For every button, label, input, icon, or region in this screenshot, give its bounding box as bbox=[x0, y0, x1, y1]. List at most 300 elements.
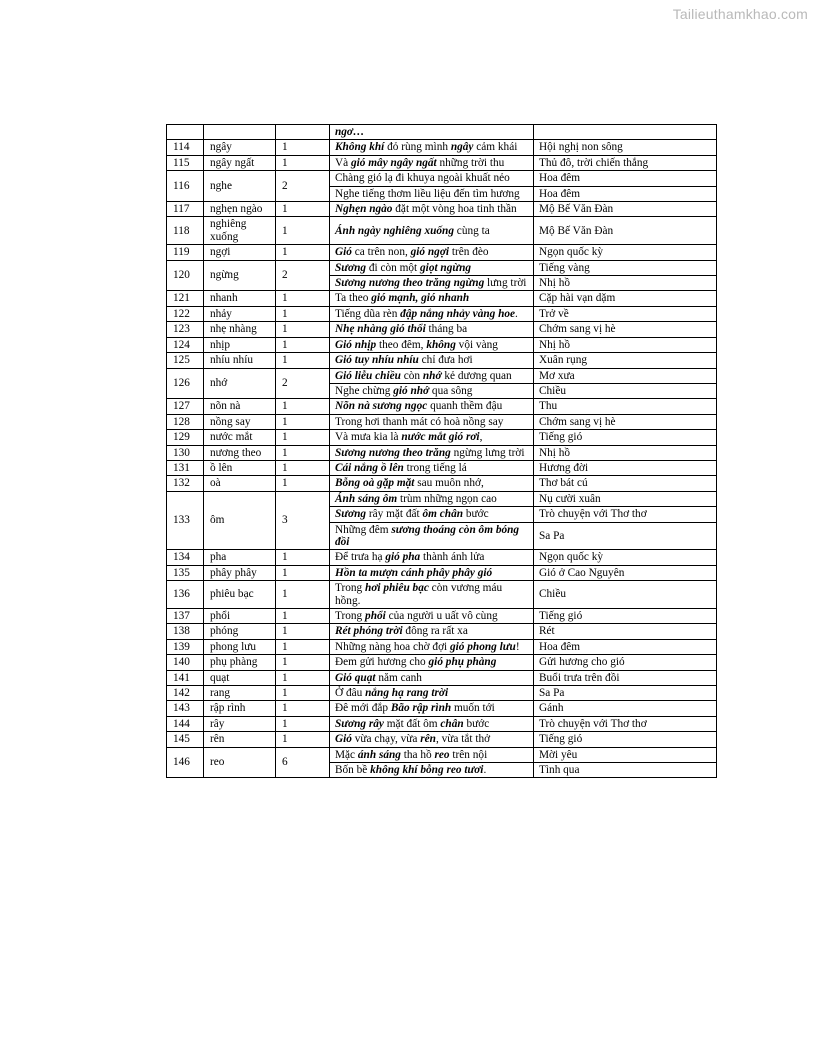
keyword: không bbox=[426, 338, 456, 351]
verse-text: tháng ba bbox=[425, 323, 468, 336]
verse-text: Nghe chừng bbox=[335, 384, 394, 397]
entry-number: 120 bbox=[167, 260, 204, 291]
entry-count: 1 bbox=[276, 322, 330, 337]
keyword: Sương bbox=[335, 508, 367, 521]
source-cell: Chớm sang vị hè bbox=[534, 322, 717, 337]
verse-text: vội vàng bbox=[455, 338, 498, 351]
verse-text: qua sông bbox=[429, 384, 473, 397]
table-row bbox=[167, 171, 717, 186]
verse-text: Chàng gió lạ đi khuya ngoài khuất nẻo bbox=[335, 172, 510, 185]
entry-word: nghẹn ngào bbox=[204, 202, 276, 217]
verse-cell bbox=[330, 507, 534, 522]
verse-text: chỉ đưa hơi bbox=[418, 354, 473, 367]
source-cell: Mời yêu bbox=[534, 747, 717, 762]
verse-text: Ở đâu bbox=[335, 687, 366, 700]
verse-cell bbox=[330, 368, 534, 383]
source-cell: Thủ đô, trời chiến thắng bbox=[534, 155, 717, 170]
entry-word: phóng bbox=[204, 624, 276, 639]
entry-count: 1 bbox=[276, 306, 330, 321]
entry-word: rên bbox=[204, 732, 276, 747]
keyword: không khí bỗng reo tươi bbox=[370, 764, 484, 777]
table-row bbox=[167, 655, 717, 670]
keyword: Bỗng oà gặp mặt bbox=[335, 477, 415, 490]
keyword: Nghẹn ngào bbox=[335, 203, 393, 216]
verse-cell bbox=[330, 171, 534, 186]
verse-cell bbox=[330, 276, 534, 291]
source-cell: Thơ bát cú bbox=[534, 476, 717, 491]
verse-text: trên đèo bbox=[449, 246, 489, 259]
verse-text: cảm khái bbox=[473, 141, 518, 154]
entry-number: 117 bbox=[167, 202, 204, 217]
table-row bbox=[167, 550, 717, 565]
keyword: nước mắt gió rơi bbox=[401, 431, 480, 444]
keyword: giọt ngừng bbox=[420, 261, 472, 274]
entry-count: 1 bbox=[276, 217, 330, 245]
table-row bbox=[167, 337, 717, 352]
table-row bbox=[167, 476, 717, 491]
keyword: nhớ bbox=[422, 369, 442, 382]
verse-cell bbox=[330, 125, 534, 140]
word-frequency-table bbox=[166, 124, 717, 778]
table-row bbox=[167, 291, 717, 306]
verse-cell bbox=[330, 670, 534, 685]
entry-count: 1 bbox=[276, 202, 330, 217]
keyword: Sương rây bbox=[335, 717, 384, 730]
verse-cell bbox=[330, 291, 534, 306]
table-row bbox=[167, 445, 717, 460]
verse-text: . bbox=[515, 307, 518, 320]
verse-text: Tiếng dũa rèn bbox=[335, 307, 401, 320]
table-row bbox=[167, 581, 717, 609]
table-row bbox=[167, 260, 717, 275]
verse-text: đông ra rất xa bbox=[402, 625, 468, 638]
entry-count: 1 bbox=[276, 291, 330, 306]
entry-word: phong lưu bbox=[204, 639, 276, 654]
entry-count: 1 bbox=[276, 460, 330, 475]
table-row bbox=[167, 414, 717, 429]
verse-cell bbox=[330, 202, 534, 217]
verse-text: thành ánh lửa bbox=[420, 551, 485, 564]
entry-word: ngừng bbox=[204, 260, 276, 291]
entry-number: 136 bbox=[167, 581, 204, 609]
verse-cell bbox=[330, 322, 534, 337]
entry-number: 133 bbox=[167, 491, 204, 550]
table-row bbox=[167, 245, 717, 260]
keyword: ngây bbox=[450, 141, 474, 154]
verse-cell bbox=[330, 414, 534, 429]
keyword: Không khí bbox=[335, 141, 385, 154]
verse-text: rây mặt đất bbox=[366, 508, 423, 521]
keyword: Sương nương theo trăng ngừng bbox=[335, 277, 485, 290]
entry-number: 143 bbox=[167, 701, 204, 716]
keyword: Hồn ta mượn cánh phây phây gió bbox=[335, 566, 493, 579]
entry-count: 1 bbox=[276, 701, 330, 716]
table-body bbox=[167, 125, 717, 778]
verse-text: cùng ta bbox=[453, 224, 490, 237]
verse-text: muốn tới bbox=[451, 702, 495, 715]
keyword: Bão rập rình bbox=[390, 702, 452, 715]
source-cell: Buổi trưa trên đồi bbox=[534, 670, 717, 685]
entry-number: 138 bbox=[167, 624, 204, 639]
verse-text: Đê mới đắp bbox=[335, 702, 391, 715]
verse-text: vừa chạy, vừa bbox=[351, 733, 421, 746]
verse-text: Đem gửi hương cho bbox=[335, 656, 429, 669]
entry-word: nhíu nhíu bbox=[204, 353, 276, 368]
entry-number: 146 bbox=[167, 747, 204, 778]
table-row bbox=[167, 460, 717, 475]
entry-count: 1 bbox=[276, 624, 330, 639]
verse-cell bbox=[330, 217, 534, 245]
verse-cell bbox=[330, 460, 534, 475]
entry-count: 1 bbox=[276, 686, 330, 701]
keyword: nắng hạ rang trời bbox=[365, 687, 449, 700]
keyword: gió ngợi bbox=[410, 246, 450, 259]
entry-word: pha bbox=[204, 550, 276, 565]
source-cell: Ngọn quốc kỳ bbox=[534, 550, 717, 565]
keyword: ngơ… bbox=[335, 126, 365, 138]
keyword: hơi phiêu bạc bbox=[365, 582, 429, 595]
verse-cell bbox=[330, 763, 534, 778]
verse-cell bbox=[330, 491, 534, 506]
entry-word: nước mắt bbox=[204, 430, 276, 445]
keyword: Ánh ngày nghiêng xuống bbox=[335, 224, 454, 237]
entry-count: 1 bbox=[276, 414, 330, 429]
table-row bbox=[167, 686, 717, 701]
verse-text: Để trưa hạ bbox=[335, 551, 386, 564]
source-cell: Chiều bbox=[534, 383, 717, 398]
verse-text: Nghe tiếng thơm liều liệu đến tìm hương bbox=[335, 187, 520, 200]
entry-word: nghiêng xuống bbox=[204, 217, 276, 245]
source-cell: Hoa đêm bbox=[534, 171, 717, 186]
verse-text: , vừa tắt thở bbox=[435, 733, 491, 746]
verse-cell bbox=[330, 186, 534, 201]
entry-number: 126 bbox=[167, 368, 204, 399]
verse-cell bbox=[330, 747, 534, 762]
verse-text: đặt một vòng hoa tinh thần bbox=[392, 203, 517, 216]
entry-count: 1 bbox=[276, 716, 330, 731]
verse-text: sau muôn nhớ, bbox=[414, 477, 484, 490]
verse-text: trên nội bbox=[449, 748, 488, 761]
verse-text: còn vương máu hồng. bbox=[335, 582, 503, 607]
entry-number: 125 bbox=[167, 353, 204, 368]
keyword: gió mây ngây ngất bbox=[351, 156, 437, 169]
verse-text: mặt đất ôm bbox=[383, 717, 441, 730]
entry-word: phụ phàng bbox=[204, 655, 276, 670]
entry-word: oà bbox=[204, 476, 276, 491]
entry-number: 128 bbox=[167, 414, 204, 429]
table-row bbox=[167, 306, 717, 321]
source-cell: Nhị hồ bbox=[534, 445, 717, 460]
keyword: Gió liễu chiều bbox=[335, 369, 401, 382]
entry-word: ôm bbox=[204, 491, 276, 550]
table-row bbox=[167, 670, 717, 685]
verse-text: theo đêm, bbox=[376, 338, 427, 351]
table-row bbox=[167, 565, 717, 580]
entry-number: 123 bbox=[167, 322, 204, 337]
keyword: gió phong lưu bbox=[450, 640, 516, 653]
entry-word: phổi bbox=[204, 609, 276, 624]
verse-cell bbox=[330, 701, 534, 716]
verse-text: còn bbox=[400, 369, 423, 382]
entry-count: 1 bbox=[276, 155, 330, 170]
entry-number: 141 bbox=[167, 670, 204, 685]
entry-word: nhớ bbox=[204, 368, 276, 399]
entry-number: 134 bbox=[167, 550, 204, 565]
source-cell: Tiếng gió bbox=[534, 430, 717, 445]
verse-text: , bbox=[479, 431, 483, 444]
entry-word: ngây ngất bbox=[204, 155, 276, 170]
table-row bbox=[167, 368, 717, 383]
keyword: Nhẹ nhàng gió thổi bbox=[335, 323, 426, 336]
source-cell: Thu bbox=[534, 399, 717, 414]
watermark: Tailieuthamkhao.com bbox=[672, 6, 808, 22]
source-cell: Hoa đêm bbox=[534, 639, 717, 654]
entry-number: 131 bbox=[167, 460, 204, 475]
entry-count: 6 bbox=[276, 747, 330, 778]
verse-text: bước bbox=[463, 508, 489, 521]
table-row bbox=[167, 125, 717, 140]
verse-cell bbox=[330, 140, 534, 155]
source-cell: Xuân rụng bbox=[534, 353, 717, 368]
verse-text: Trong hơi thanh mát có hoà nồng say bbox=[335, 415, 504, 428]
table-row bbox=[167, 716, 717, 731]
entry-count: 1 bbox=[276, 445, 330, 460]
entry-number: 114 bbox=[167, 140, 204, 155]
keyword: phổi bbox=[365, 610, 386, 622]
entry-word: nhảy bbox=[204, 306, 276, 321]
entry-word: quạt bbox=[204, 670, 276, 685]
verse-cell bbox=[330, 245, 534, 260]
entry-number: 122 bbox=[167, 306, 204, 321]
keyword: Gió bbox=[335, 733, 352, 746]
verse-cell bbox=[330, 522, 534, 550]
entry-number: 135 bbox=[167, 565, 204, 580]
entry-count: 1 bbox=[276, 337, 330, 352]
verse-cell bbox=[330, 716, 534, 731]
keyword: gió phụ phàng bbox=[428, 656, 497, 669]
verse-text: của người u uất vô cùng bbox=[385, 610, 498, 622]
verse-text: Và mưa kia là bbox=[335, 431, 402, 444]
table-row bbox=[167, 732, 717, 747]
verse-text: ca trên non, bbox=[351, 246, 411, 259]
entry-word: nõn nà bbox=[204, 399, 276, 414]
keyword: đập nắng nhảy vàng hoe bbox=[400, 307, 516, 320]
verse-text: tha hồ bbox=[400, 748, 435, 761]
verse-cell bbox=[330, 624, 534, 639]
entry-count: 1 bbox=[276, 245, 330, 260]
verse-text: Và bbox=[335, 156, 351, 169]
verse-cell bbox=[330, 383, 534, 398]
source-cell: Tiếng gió bbox=[534, 732, 717, 747]
source-cell: Gió ở Cao Nguyên bbox=[534, 565, 717, 580]
keyword: Ánh sáng ôm bbox=[335, 492, 398, 505]
entry-count: 1 bbox=[276, 732, 330, 747]
verse-text: lưng trời bbox=[484, 277, 527, 290]
verse-cell bbox=[330, 445, 534, 460]
verse-cell bbox=[330, 550, 534, 565]
entry-word: rang bbox=[204, 686, 276, 701]
entry-count: 2 bbox=[276, 260, 330, 291]
entry-number bbox=[167, 125, 204, 140]
table-row bbox=[167, 140, 717, 155]
table-row bbox=[167, 639, 717, 654]
entry-number: 121 bbox=[167, 291, 204, 306]
verse-cell bbox=[330, 686, 534, 701]
entry-count: 1 bbox=[276, 581, 330, 609]
verse-text: ! bbox=[515, 640, 520, 653]
verse-text: Trong bbox=[335, 610, 366, 622]
source-cell: Gánh bbox=[534, 701, 717, 716]
keyword: ánh sáng bbox=[357, 748, 401, 761]
keyword: Gió quạt bbox=[335, 671, 376, 684]
source-cell: Hương đời bbox=[534, 460, 717, 475]
entry-word: ngây bbox=[204, 140, 276, 155]
entry-number: 145 bbox=[167, 732, 204, 747]
verse-text: đi còn một bbox=[366, 261, 421, 274]
keyword: Rét phóng trời bbox=[335, 625, 403, 638]
entry-word: ồ lên bbox=[204, 460, 276, 475]
table-row bbox=[167, 217, 717, 245]
entry-count: 1 bbox=[276, 639, 330, 654]
source-cell: Tiếng vàng bbox=[534, 260, 717, 275]
entry-number: 116 bbox=[167, 171, 204, 202]
entry-word: phiêu bạc bbox=[204, 581, 276, 609]
entry-number: 144 bbox=[167, 716, 204, 731]
keyword: gió mạnh, gió nhanh bbox=[371, 292, 470, 305]
source-cell: Nụ cười xuân bbox=[534, 491, 717, 506]
keyword: ôm chân bbox=[422, 508, 464, 521]
verse-text: Mặc bbox=[335, 748, 358, 761]
entry-number: 127 bbox=[167, 399, 204, 414]
table-row bbox=[167, 609, 717, 624]
source-cell: Trở về bbox=[534, 306, 717, 321]
keyword: Sương bbox=[335, 261, 367, 274]
entry-number: 137 bbox=[167, 609, 204, 624]
source-cell: Sa Pa bbox=[534, 686, 717, 701]
entry-count: 1 bbox=[276, 430, 330, 445]
keyword: Gió tuy nhíu nhíu bbox=[335, 354, 419, 367]
verse-text: Ta theo bbox=[335, 292, 372, 305]
entry-number: 118 bbox=[167, 217, 204, 245]
entry-word: nhịp bbox=[204, 337, 276, 352]
source-cell: Mơ xưa bbox=[534, 368, 717, 383]
entry-count: 1 bbox=[276, 550, 330, 565]
table-row bbox=[167, 202, 717, 217]
entry-word: nương theo bbox=[204, 445, 276, 460]
source-cell: Chiều bbox=[534, 581, 717, 609]
verse-text: . bbox=[483, 764, 487, 777]
source-cell: Rét bbox=[534, 624, 717, 639]
source-cell bbox=[534, 125, 717, 140]
source-cell: Gửi hương cho gió bbox=[534, 655, 717, 670]
entry-word: nồng say bbox=[204, 414, 276, 429]
verse-cell bbox=[330, 337, 534, 352]
entry-word: ngợi bbox=[204, 245, 276, 260]
keyword: sương thoáng còn ôm bóng đồi bbox=[335, 523, 520, 548]
table-row bbox=[167, 155, 717, 170]
verse-cell bbox=[330, 581, 534, 609]
table-row bbox=[167, 701, 717, 716]
verse-text: Bốn bề bbox=[335, 764, 371, 777]
keyword: Sương nương theo trăng bbox=[335, 446, 451, 459]
keyword: gió nhớ bbox=[393, 384, 430, 397]
entry-word: rập rình bbox=[204, 701, 276, 716]
source-cell: Tiếng gió bbox=[534, 609, 717, 624]
keyword: gió pha bbox=[385, 551, 421, 564]
source-cell: Hội nghị non sông bbox=[534, 140, 717, 155]
entry-word bbox=[204, 125, 276, 140]
entry-count: 1 bbox=[276, 565, 330, 580]
verse-cell bbox=[330, 260, 534, 275]
verse-text: ngừng lưng trời bbox=[450, 446, 525, 459]
table-row bbox=[167, 747, 717, 762]
entry-number: 140 bbox=[167, 655, 204, 670]
verse-cell bbox=[330, 655, 534, 670]
entry-count: 1 bbox=[276, 353, 330, 368]
entry-word: reo bbox=[204, 747, 276, 778]
keyword: chân bbox=[440, 717, 464, 730]
verse-cell bbox=[330, 732, 534, 747]
table-row bbox=[167, 491, 717, 506]
verse-text: trong tiếng lá bbox=[403, 461, 467, 474]
verse-cell bbox=[330, 399, 534, 414]
entry-word: nghe bbox=[204, 171, 276, 202]
entry-count: 3 bbox=[276, 491, 330, 550]
source-cell: Mộ Bế Văn Đàn bbox=[534, 217, 717, 245]
entry-count: 1 bbox=[276, 476, 330, 491]
table-row bbox=[167, 322, 717, 337]
source-cell: Nhị hồ bbox=[534, 276, 717, 291]
verse-cell bbox=[330, 639, 534, 654]
entry-number: 130 bbox=[167, 445, 204, 460]
table-row bbox=[167, 430, 717, 445]
entry-count: 1 bbox=[276, 655, 330, 670]
table-row bbox=[167, 399, 717, 414]
keyword: Gió nhịp bbox=[335, 338, 377, 351]
source-cell: Hoa đêm bbox=[534, 186, 717, 201]
entry-number: 129 bbox=[167, 430, 204, 445]
entry-number: 139 bbox=[167, 639, 204, 654]
verse-text: năm canh bbox=[375, 671, 422, 684]
source-cell: Tình qua bbox=[534, 763, 717, 778]
verse-cell bbox=[330, 565, 534, 580]
verse-text: Những đêm bbox=[335, 523, 392, 536]
source-cell: Chớm sang vị hè bbox=[534, 414, 717, 429]
verse-text: Những nàng hoa chờ đợi bbox=[335, 640, 451, 653]
entry-count: 1 bbox=[276, 140, 330, 155]
entry-count: 1 bbox=[276, 609, 330, 624]
entry-number: 115 bbox=[167, 155, 204, 170]
source-cell: Trò chuyện với Thơ thơ bbox=[534, 507, 717, 522]
entry-number: 119 bbox=[167, 245, 204, 260]
entry-word: phây phây bbox=[204, 565, 276, 580]
keyword: Cái nắng ồ lên bbox=[335, 461, 404, 474]
verse-text: những trời thu bbox=[436, 156, 505, 169]
entry-count: 1 bbox=[276, 670, 330, 685]
verse-text: quanh thềm đậu bbox=[427, 400, 503, 413]
entry-number: 132 bbox=[167, 476, 204, 491]
entry-count: 1 bbox=[276, 399, 330, 414]
verse-text: bước bbox=[463, 717, 490, 730]
entry-count bbox=[276, 125, 330, 140]
entry-number: 142 bbox=[167, 686, 204, 701]
source-cell: Mộ Bế Văn Đàn bbox=[534, 202, 717, 217]
entry-word: nhanh bbox=[204, 291, 276, 306]
keyword: Nõn nà sương ngọc bbox=[335, 400, 428, 413]
entry-count: 2 bbox=[276, 171, 330, 202]
keyword: rên bbox=[420, 733, 436, 746]
source-cell: Nhị hồ bbox=[534, 337, 717, 352]
